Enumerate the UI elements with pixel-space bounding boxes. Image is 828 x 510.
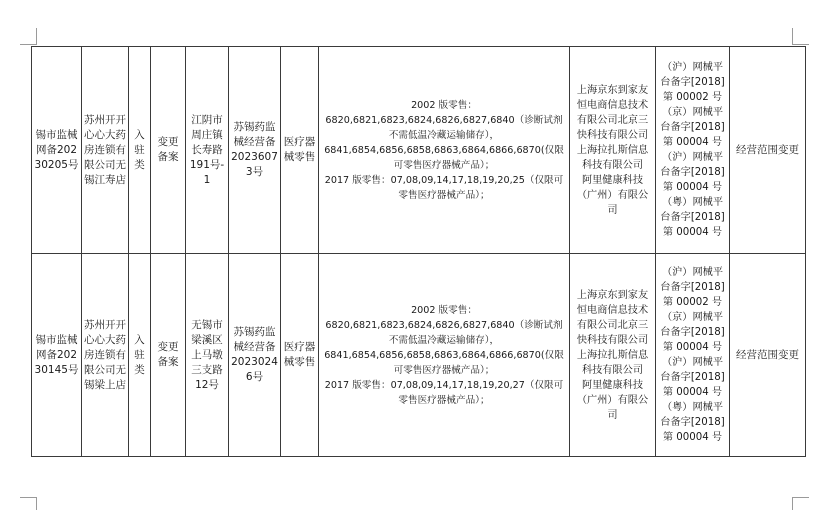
scope-line: 6841,6854,6856,6858,6863,6864,6866,6870(仅限可零售医疗器械产品）； bbox=[324, 144, 564, 171]
business-scope-cell bbox=[319, 47, 570, 254]
license-cell: 苏锡药监械经营备20230246号 bbox=[229, 254, 281, 457]
change-reason-cell: 经营范围变更 bbox=[730, 254, 806, 457]
table-row bbox=[32, 254, 806, 457]
address-cell: 江阴市周庄镇长寿路191号-1 bbox=[186, 47, 229, 254]
page-corner-mark-bottom-right bbox=[792, 497, 809, 510]
license-cell: 苏锡药监械经营备20236073号 bbox=[229, 47, 281, 254]
type-cell: 入驻类 bbox=[129, 47, 151, 254]
address-cell: 无锡市梁溪区上马墩三支路12号 bbox=[186, 254, 229, 457]
scope-line: 2002 版零售： bbox=[411, 99, 477, 111]
action-cell: 变更备案 bbox=[151, 47, 186, 254]
scope-line: 6841,6854,6856,6858,6863,6864,6866,6870(仅限可零售医疗器械产品）； bbox=[324, 349, 564, 376]
scope-line: 2017 版零售：07,08,09,14,17,18,19,20,25（仅限可零售医疗器械产品）； bbox=[324, 174, 564, 201]
platform-companies-cell: 上海京东到家友恒电商信息技术有限公司北京三快科技有限公司上海拉扎斯信息科技有限公司 阿里健康科技（广州）有限公司 bbox=[570, 254, 656, 457]
scope-line: 2017 版零售：07,08,09,14,17,18,19,20,27（仅限可零售医疗器械产品）； bbox=[324, 379, 564, 406]
page-corner-mark-top-left bbox=[20, 28, 37, 45]
type-cell: 入驻类 bbox=[129, 254, 151, 457]
action-cell: 变更备案 bbox=[151, 254, 186, 457]
scope-line: 2002 版零售： bbox=[411, 304, 477, 316]
page-corner-mark-top-right bbox=[792, 28, 809, 45]
record-number-cell: 锡市监械网备20230145号 bbox=[32, 254, 82, 457]
business-scope-cell bbox=[319, 254, 570, 457]
scope-line: 6820,6821,6823,6824,6826,6827,6840（诊断试剂不需低温冷藏运输储存）， bbox=[325, 319, 563, 346]
platform-licenses-cell: （沪）网械平台备字[2018]第 00002 号（京）网械平台备字[2018]第 00004 号（沪）网械平台备字[2018]第 00004 号（粤）网械平台备字[2018]第 00004 号 bbox=[656, 47, 730, 254]
platform-companies-cell: 上海京东到家友恒电商信息技术有限公司北京三快科技有限公司上海拉扎斯信息科技有限公司 阿里健康科技（广州）有限公司 bbox=[570, 47, 656, 254]
registration-table bbox=[31, 46, 806, 457]
table-row bbox=[32, 47, 806, 254]
scope-line: 6820,6821,6823,6824,6826,6827,6840（诊断试剂不需低温冷藏运输储存）， bbox=[325, 114, 563, 141]
category-cell: 医疗器械零售 bbox=[281, 254, 319, 457]
page-corner-mark-bottom-left bbox=[20, 497, 37, 510]
change-reason-cell: 经营范围变更 bbox=[730, 47, 806, 254]
record-number-cell: 锡市监械网备20230205号 bbox=[32, 47, 82, 254]
category-cell: 医疗器械零售 bbox=[281, 47, 319, 254]
company-name-cell: 苏州开开心心大药房连锁有限公司无锡梁上店 bbox=[82, 254, 129, 457]
platform-licenses-cell: （沪）网械平台备字[2018]第 00002 号（京）网械平台备字[2018]第 00004 号（沪）网械平台备字[2018]第 00004 号（粤）网械平台备字[2018]第 00004 号 bbox=[656, 254, 730, 457]
company-name-cell: 苏州开开心心大药房连锁有限公司无锡江寿店 bbox=[82, 47, 129, 254]
